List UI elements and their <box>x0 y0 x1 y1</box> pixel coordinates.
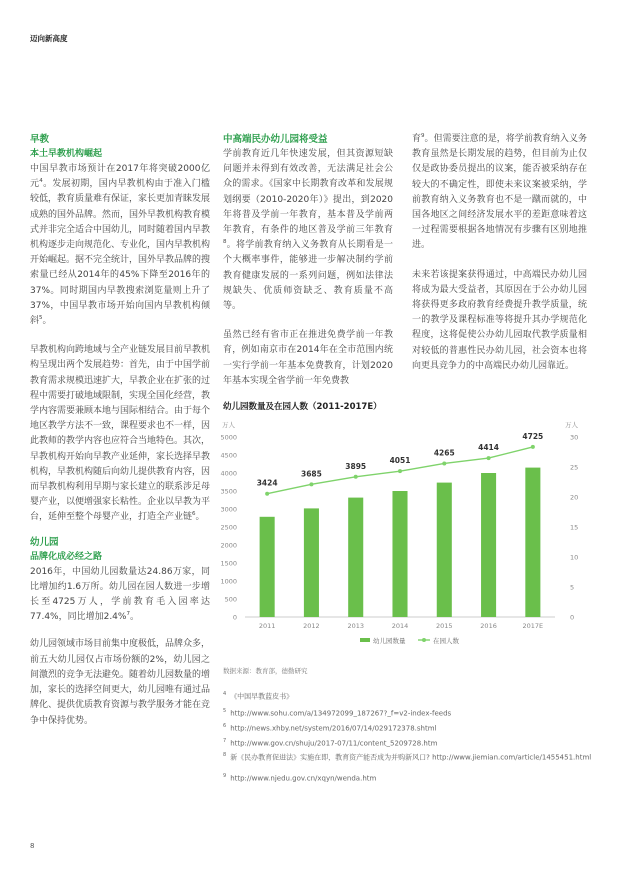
y-tick-left: 2500 <box>220 523 237 532</box>
right-column <box>412 132 587 383</box>
footnote-text: http://news.xhby.net/system/2016/07/14/029172378.shtml <box>230 724 437 733</box>
bar <box>392 491 407 617</box>
left-column <box>30 132 210 738</box>
paragraph: 中国早教市场预计在2017年将突破2000亿元$^4$。发展初期，国内早教机构由于准入门槛较低，教育质量难有保证，家长更加青睐发展成熟的国外品牌。然而，国外早教机构教育模式并非完全适合中国幼儿，同时随着国内早教机构逐步走向规范化、专业化，国内早教机构开始崛起。据不完全统计，国外早教品牌的搜索量已经从2014年的45%下降至2016年的37%。同时期国内早教搜索浏览量则上升了37%，中国早教市场开始向国内早教机构倾斜$^5$。 <box>30 164 211 327</box>
legend-swatch-marker <box>422 638 426 642</box>
paragraph: 早教机构向跨地域与全产业链发展目前早教机构呈现出两个发展趋势：首先，由于中国学前教育需求规模迅速扩大，早教企业在扩张的过程中需要打破地域限制，实现全国化经营，教学内容需要兼顾本地与国际相结合。由于每个地区教学方法不一致，课程要求也不一样，因此教师的教学内容也应符合当地特色。其次，早教机构开始向早教产业延伸，家长选择早教机构，早教机构随后向幼儿提供教育内容，因而早教机构利用早期与家长建立的联系涉足母婴产业，以便增强家长粘性。企业以早教为平台，延伸至整个母婴产业，打造全产业链$^6$。 <box>30 345 211 523</box>
footnote <box>223 707 593 718</box>
page-number: 8 <box>30 842 35 850</box>
combo-chart <box>210 417 595 657</box>
y-tick-left: 500 <box>224 595 237 604</box>
x-tick: 2013 <box>347 622 364 630</box>
line-point <box>487 456 491 460</box>
y-tick-right: 15 <box>570 523 579 532</box>
bar <box>481 473 496 617</box>
y-tick-left: 0 <box>232 613 237 622</box>
footnote <box>223 772 593 783</box>
footnote-text: http://www.sohu.com/a/134972099_187267?_f=v2-index-feeds <box>230 709 452 718</box>
data-label: 4725 <box>522 431 544 441</box>
line-point <box>531 445 535 449</box>
paragraph: 育$^9$。但需要注意的是，将学前教育纳入义务教育虽然是长期发展的趋势，但目前为止仅仅是政协委员提出的议案，能否被采纳存在较大的不确定性，即使未来议案被采纳，学前教育纳入义务教育也不是一蹴而就的，中国各地区之间经济发展水平的差距意味着这一过程需要根据各地情况有步骤有区别地推进。 <box>412 133 587 251</box>
data-source: 数据来源：教育部，德勤研究 <box>223 667 308 675</box>
footnote-number: 4 <box>223 691 227 697</box>
footnote-ref: 6 <box>192 511 196 518</box>
footnote-ref: 7 <box>126 611 130 618</box>
data-label: 3685 <box>300 469 322 479</box>
line-point <box>354 475 358 479</box>
data-label: 3424 <box>256 478 278 488</box>
line-point <box>398 469 402 473</box>
section-subtitle-local-brands: 本土早教机构崛起 <box>30 149 103 159</box>
footnote-ref: 4 <box>39 178 43 185</box>
y-tick-right: 5 <box>570 583 575 592</box>
data-label: 4265 <box>433 448 455 458</box>
section-title-kindergarten: 幼儿园 <box>30 536 59 548</box>
y-axis-right-unit: 万人 <box>565 421 578 429</box>
y-tick-left: 1500 <box>220 559 237 568</box>
paragraph: 幼儿园领域市场目前集中度极低，品牌众多，前五大幼儿园仅占市场份额的2%，幼儿园之间激烈的竞争无法避免。随着幼儿园数量的增加，家长的选择空间更大，幼儿园唯有通过品牌化、提供优质教育资源与教学服务才能在竞争中保持优势。 <box>30 639 211 726</box>
footnote-ref: 9 <box>421 133 425 139</box>
line-point <box>442 461 446 465</box>
y-tick-left: 3000 <box>220 505 237 514</box>
section-title-mid-high-end: 中高端民办幼儿园将受益 <box>223 134 328 145</box>
paragraph: 2016年，中国幼儿园数量达24.86万家，同比增加约1.6万所。幼儿园在园人数进一步增长至4725万人，学前教育毛入园率达77.4%，同比增加2.4%$^7$。 <box>30 566 210 623</box>
running-header: 迈向新高度 <box>30 34 68 43</box>
legend-label: 在园人数 <box>433 637 459 645</box>
y-tick-right: 20 <box>570 493 579 502</box>
y-tick-left: 3500 <box>220 487 237 496</box>
y-tick-left: 1000 <box>220 577 237 586</box>
paragraph: 虽然已经有省市正在推进免费学前一年教育，例如南京市在2014年在全市范围内统一实行学前一年基本免费教育，计划2020年基本实现全省学前一年免费教 <box>223 330 393 386</box>
legend-swatch-bar <box>360 638 370 642</box>
section-subtitle-branding: 品牌化成必经之路 <box>30 551 103 562</box>
data-label: 3895 <box>345 461 367 471</box>
footnote-text: http://www.gov.cn/shuju/2017-07/11/content_5209728.htm <box>230 739 438 748</box>
y-tick-left: 2000 <box>220 541 237 550</box>
y-tick-right: 10 <box>570 553 579 562</box>
footnote-number: 7 <box>223 738 227 744</box>
footnote <box>223 751 593 762</box>
y-tick-left: 4500 <box>220 451 237 460</box>
legend-label: 幼儿园数量 <box>373 637 406 645</box>
section-title-early-education: 早教 <box>30 134 50 145</box>
middle-column <box>223 132 393 398</box>
data-label: 4051 <box>389 456 411 466</box>
footnote-ref: 8 <box>223 239 227 246</box>
y-tick-left: 5000 <box>220 433 237 442</box>
footnote-ref: 5 <box>39 315 43 322</box>
footnote-number: 8 <box>223 752 227 758</box>
data-label: 4414 <box>478 443 500 453</box>
y-tick-right: 0 <box>570 613 575 622</box>
chart-title: 幼儿园数量及在园人数（2011-2017E） <box>223 402 382 412</box>
bar <box>304 508 319 617</box>
paragraph: 学前教育近几年快速发展，但其资源短缺问题并未得到有效改善，无法满足社会公众的需求。《国家中长期教育改革和发展规划纲要（2010-2020年）》提出，到2020年将普及学前一年教育，基本普及学前两年教育，有条件的地区普及学前三年教育$^8$。将学前教育纳入义务教育从长期看是一个大概率事件，能够进一步解决制约学前教育健康发展的一系列问题，例如法律法规缺失、优质师资缺乏、教育质量不高等。 <box>223 149 393 312</box>
footnote <box>223 690 593 701</box>
footnote <box>223 737 593 748</box>
footnote-text: http://www.njedu.gov.cn/xqyn/wenda.htm <box>230 774 377 783</box>
footnote-text: 《中国早教蓝皮书》 <box>230 692 294 701</box>
x-tick: 2016 <box>480 622 497 630</box>
line-point <box>265 492 269 496</box>
bar <box>348 498 363 617</box>
y-tick-right: 30 <box>570 433 579 442</box>
paragraph: 未来若该提案获得通过，中高端民办幼儿园将成为最大受益者，其原因在于公办幼儿园将获得更多政府教育经费提升教学质量，统一的教学及课程标准等将提升其办学规范化程度，这将促使公办幼儿园取代教学质量相对较低的普惠性民办幼儿园，社会资本也将向更具竞争力的中高端民办幼儿园靠近。 <box>412 269 587 371</box>
y-axis-left-unit: 万人 <box>222 421 235 429</box>
footnote-number: 9 <box>223 773 227 779</box>
x-tick: 2011 <box>258 622 276 630</box>
x-tick: 2012 <box>303 622 320 630</box>
x-tick: 2017E <box>522 622 544 630</box>
footnote-text: 新《民办教育促进法》实施在即，教育资产能否成为并购新风口? http://www.jiemian.com/article/1455451.html <box>230 753 592 762</box>
x-tick: 2014 <box>391 622 409 630</box>
bar <box>525 468 540 617</box>
bar <box>437 483 452 617</box>
footnote <box>223 722 593 733</box>
line-point <box>309 482 313 486</box>
footnote-number: 6 <box>223 723 227 729</box>
footnote-number: 5 <box>223 708 227 714</box>
x-tick: 2015 <box>436 622 453 630</box>
y-tick-left: 4000 <box>220 469 237 478</box>
y-tick-right: 25 <box>570 463 579 472</box>
bar <box>260 517 275 617</box>
